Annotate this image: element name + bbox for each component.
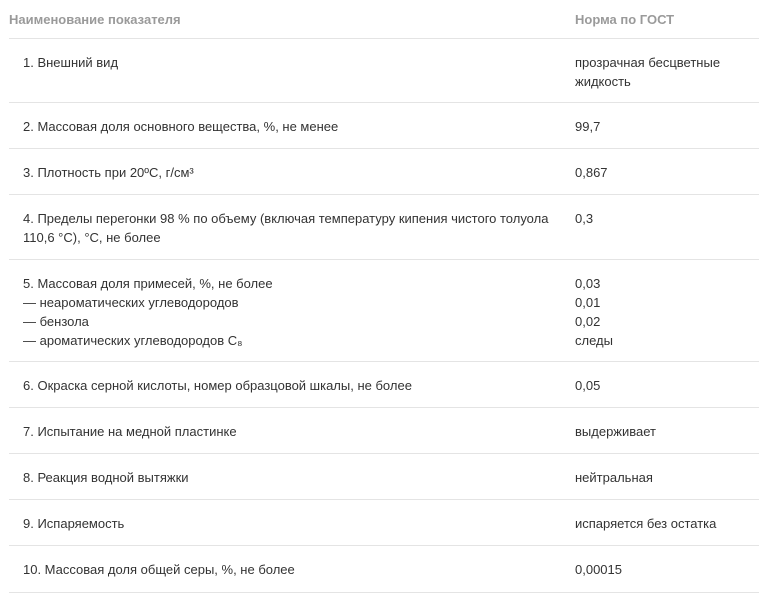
norm-text: испаряется без остатка <box>575 516 717 531</box>
table-header <box>9 0 759 39</box>
norm-text: 0,3 <box>575 211 594 226</box>
header-row <box>9 0 759 39</box>
norm-text: 0,05 <box>575 378 601 393</box>
indicator-subitem: — ароматических углеводородов С₈ <box>23 333 243 348</box>
indicator-cell <box>9 408 575 454</box>
norm-subvalue: 0,02 <box>575 314 601 329</box>
norm-text: 0,867 <box>575 165 608 180</box>
indicator-cell <box>9 454 575 500</box>
indicator-cell <box>9 103 575 149</box>
indicator-subitem: — бензола <box>23 314 89 329</box>
norm-text: выдерживает <box>575 424 656 439</box>
norm-cell <box>575 260 759 362</box>
indicator-cell <box>9 39 575 103</box>
table-row <box>9 454 759 500</box>
indicator-text: 4. Пределы перегонки 98 % по объему (включая температуру кипения чистого толуола 110,6 °С), °С, не более <box>23 211 549 245</box>
table-row <box>9 195 759 260</box>
norm-text: 0,00015 <box>575 562 622 577</box>
norm-cell <box>575 362 759 408</box>
norm-cell <box>575 103 759 149</box>
table-row <box>9 500 759 546</box>
indicator-cell <box>9 195 575 260</box>
table-row <box>9 260 759 362</box>
norm-cell <box>575 39 759 103</box>
norm-cell <box>575 500 759 546</box>
indicator-text: 8. Реакция водной вытяжки <box>23 470 189 485</box>
gost-spec-table <box>9 0 759 593</box>
table-row <box>9 362 759 408</box>
norm-subvalue: 0,01 <box>575 295 601 310</box>
indicator-cell <box>9 546 575 593</box>
table-row <box>9 103 759 149</box>
table-row <box>9 149 759 195</box>
table-row <box>9 408 759 454</box>
indicator-text: 10. Массовая доля общей серы, %, не более <box>23 562 295 577</box>
norm-text: нейтральная <box>575 470 653 485</box>
header-norm: Норма по ГОСТ <box>575 0 759 39</box>
indicator-cell <box>9 362 575 408</box>
indicator-text: 5. Массовая доля примесей, %, не более <box>23 276 273 291</box>
norm-cell <box>575 149 759 195</box>
norm-text: 0,03 <box>575 276 601 291</box>
indicator-cell <box>9 500 575 546</box>
header-indicator: Наименование показателя <box>9 0 575 39</box>
indicator-text: 2. Массовая доля основного вещества, %, не менее <box>23 119 339 134</box>
table-body <box>9 39 759 593</box>
indicator-text: 7. Испытание на медной пластинке <box>23 424 237 439</box>
indicator-cell <box>9 149 575 195</box>
table-row <box>9 546 759 593</box>
indicator-text: 6. Окраска серной кислоты, номер образцовой шкалы, не более <box>23 378 412 393</box>
norm-cell <box>575 546 759 593</box>
norm-text: 99,7 <box>575 119 601 134</box>
norm-cell <box>575 408 759 454</box>
norm-subvalue: следы <box>575 333 613 348</box>
indicator-text: 1. Внешний вид <box>23 55 119 70</box>
indicator-text: 3. Плотность при 20ºС, г/см³ <box>23 165 194 180</box>
norm-cell <box>575 195 759 260</box>
indicator-text: 9. Испаряемость <box>23 516 125 531</box>
indicator-cell <box>9 260 575 362</box>
norm-cell <box>575 454 759 500</box>
indicator-subitem: — неароматических углеводородов <box>23 295 239 310</box>
table-row <box>9 39 759 103</box>
norm-text: прозрачная бесцветные жидкость <box>575 55 721 89</box>
